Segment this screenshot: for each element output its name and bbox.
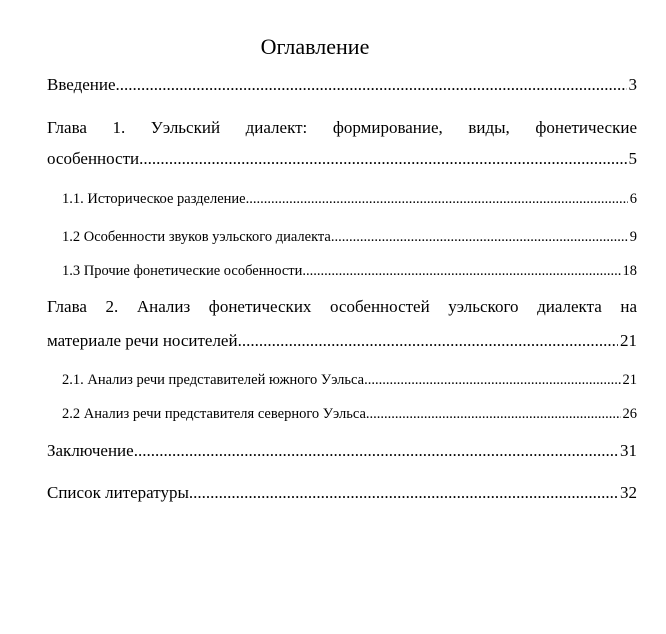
toc-entry-label: материале речи носителей	[47, 331, 238, 350]
toc-entry-label: 1.2 Особенности звуков уэльского диалекта	[62, 229, 331, 245]
toc-page-number: 6	[629, 191, 637, 207]
toc-entry-label: особенности	[47, 149, 140, 168]
toc-entry-chapter2[interactable]	[47, 331, 637, 351]
dot-leader	[246, 189, 628, 209]
dot-leader	[189, 483, 618, 503]
toc-title: Оглавление	[260, 34, 370, 59]
dot-leader	[134, 441, 618, 461]
dot-leader	[139, 149, 626, 169]
dot-leader	[116, 75, 627, 95]
toc-entry-chapter1-line1[interactable]: Глава 1. Уэльский диалект: формирование, виды, фонетические	[47, 118, 637, 137]
dot-leader	[238, 331, 618, 351]
toc-entry-chapter2-line1[interactable]: Глава 2. Анализ фонетических особенностей уэльского диалекта на	[47, 297, 637, 316]
toc-entry-section-2-2[interactable]	[62, 404, 637, 424]
dot-leader	[302, 261, 620, 281]
toc-entry-conclusion[interactable]	[47, 441, 637, 461]
toc-page-number: 32	[620, 483, 637, 502]
dot-leader	[364, 370, 620, 390]
toc-page-number: 21	[622, 372, 637, 388]
toc-page-number: 9	[629, 229, 637, 245]
toc-entry-section-1-2[interactable]	[62, 227, 637, 247]
toc-entry-section-2-1[interactable]	[62, 370, 637, 390]
toc-page-number: 31	[620, 441, 637, 460]
toc-page-number: 3	[628, 75, 637, 94]
toc-entry-label: Введение	[47, 75, 116, 94]
toc-entry-label: 1.3 Прочие фонетические особенности	[62, 263, 303, 279]
toc-entry-references[interactable]	[47, 483, 637, 503]
toc-entry-intro[interactable]	[47, 75, 637, 95]
dot-leader	[366, 404, 621, 424]
toc-page-number: 21	[620, 331, 637, 350]
toc-entry-section-1-3[interactable]	[62, 261, 637, 281]
toc-entry-label: Список литературы	[47, 483, 189, 502]
dot-leader	[331, 227, 628, 247]
toc-page-number: 18	[622, 263, 637, 279]
toc-page-number: 26	[622, 406, 637, 422]
toc-entry-label: 2.2 Анализ речи представителя северного Уэльса	[62, 406, 366, 422]
toc-entry-label: 1.1. Историческое разделение	[62, 191, 246, 207]
toc-page-number: 5	[628, 149, 637, 168]
toc-entry-label: Заключение	[47, 441, 134, 460]
toc-entry-label: 2.1. Анализ речи представителей южного Уэльса	[62, 372, 365, 388]
toc-entry-section-1-1[interactable]	[62, 189, 637, 209]
toc-entry-chapter1[interactable]	[47, 149, 637, 169]
